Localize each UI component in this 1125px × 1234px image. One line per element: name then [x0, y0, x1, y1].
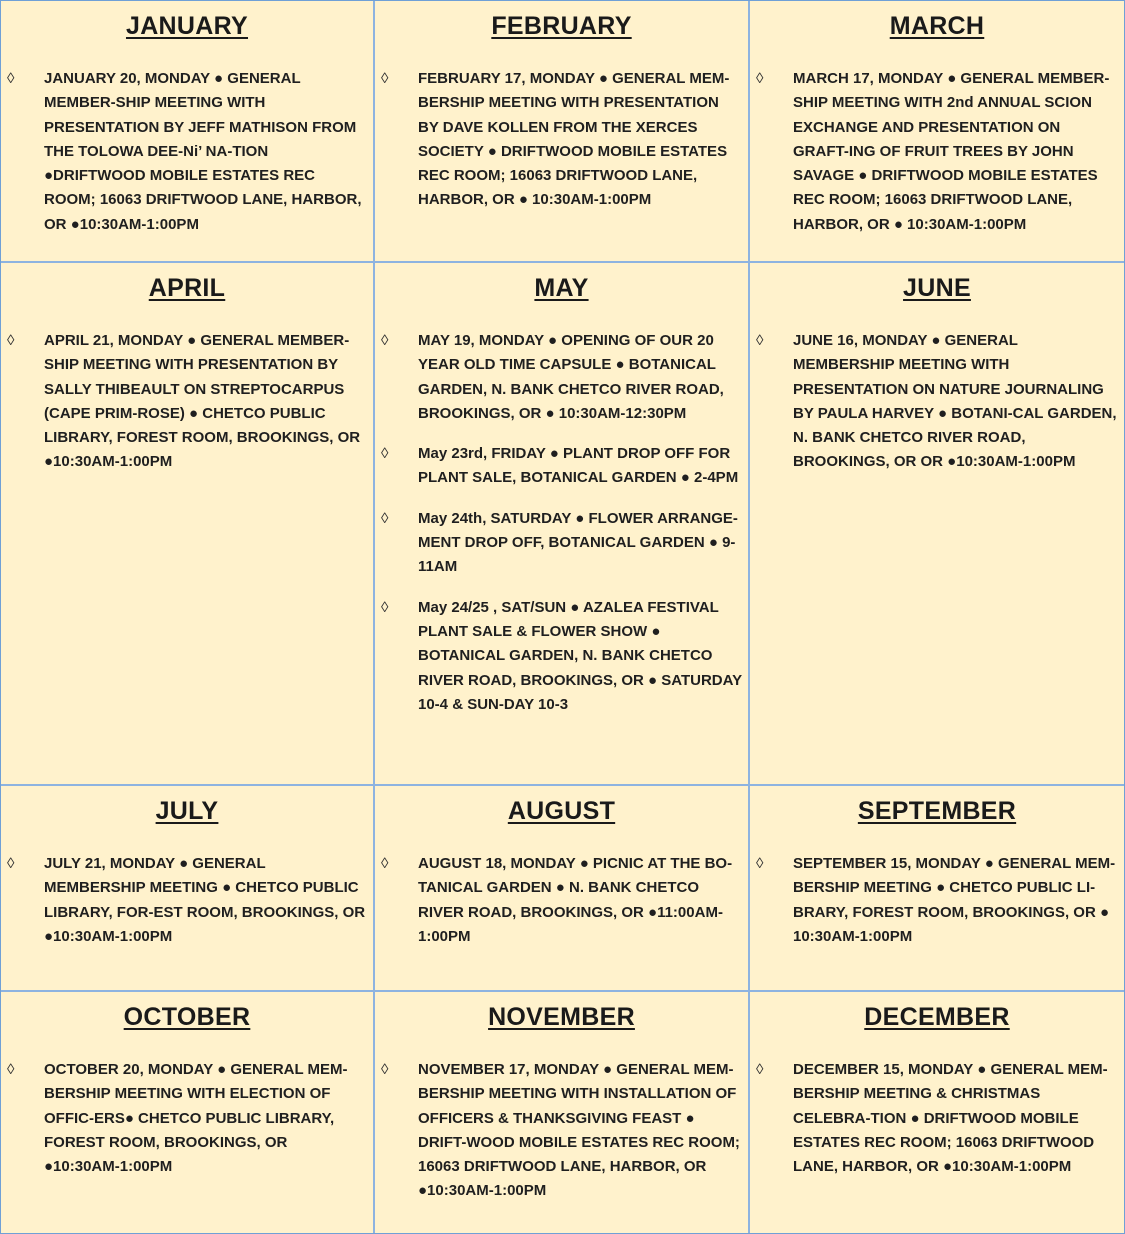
event-item — [375, 1058, 748, 1204]
month-cell-may — [375, 263, 750, 786]
diamond-bullet-icon: ◊ — [756, 1061, 764, 1078]
month-title: MAY — [534, 274, 589, 302]
event-item — [1, 1058, 373, 1179]
month-cell-july — [1, 786, 375, 992]
diamond-bullet-icon: ◊ — [7, 332, 15, 349]
month-title: DECEMBER — [864, 1003, 1010, 1031]
event-list — [1, 1058, 373, 1179]
event-text: OCTOBER 20, MONDAY ● GENERAL MEM-BERSHIP MEETING WITH ELECTION OF OFFIC-ERS● CHETCO PUBLIC LIBRARY, FOREST ROOM, BROOKINGS, OR ●10:30AM-1:00PM — [44, 1061, 348, 1176]
diamond-bullet-icon: ◊ — [381, 509, 389, 527]
event-text: JUNE 16, MONDAY ● GENERAL MEMBERSHIP MEETING WITH PRESENTATION ON NATURE JOURNALING BY PAULA HARVEY ● BOTANI-CAL GARDEN, N. BANK CHETCO RIVER ROAD, BROOKINGS, OR OR ●10:30AM-1:00PM — [793, 332, 1117, 471]
event-item — [1, 852, 373, 949]
event-item — [750, 329, 1124, 475]
event-text: AUGUST 18, MONDAY ● PICNIC AT THE BO-TANICAL GARDEN ● N. BANK CHETCO RIVER ROAD, BROOKINGS, OR ●11:00AM-1:00PM — [418, 855, 733, 945]
month-title: MARCH — [889, 12, 985, 40]
event-text: JANUARY 20, MONDAY ● GENERAL MEMBER-SHIP MEETING WITH PRESENTATION BY JEFF MATHISON FROM THE TOLOWA DEE-Ni’ NA-TION ●DRIFTWOOD MOBILE ESTATES REC ROOM; 16063 DRIFTWOOD LANE, HARBOR, OR ●10:30AM-1:00PM — [44, 70, 362, 233]
event-list — [1, 329, 373, 475]
event-item — [1, 67, 373, 237]
event-list — [1, 852, 373, 949]
event-item — [750, 67, 1124, 237]
event-item — [375, 507, 748, 580]
event-text: May 24/25 , SAT/SUN ● AZALEA FESTIVAL PLANT SALE & FLOWER SHOW ● BOTANICAL GARDEN, N. BANK CHETCO RIVER ROAD, BROOKINGS, OR ● SATURDAY 10-4 & SUN-DAY 10-3 — [418, 598, 742, 713]
diamond-bullet-icon: ◊ — [756, 70, 764, 87]
event-text: May 23rd, FRIDAY ● PLANT DROP OFF FOR PLANT SALE, BOTANICAL GARDEN ● 2-4PM — [418, 445, 739, 487]
event-item — [375, 596, 748, 717]
event-item — [375, 67, 748, 213]
month-title: NOVEMBER — [488, 1003, 635, 1031]
month-cell-december — [750, 992, 1124, 1233]
event-list — [375, 852, 748, 949]
event-list — [375, 329, 748, 717]
diamond-bullet-icon: ◊ — [381, 445, 389, 463]
event-text: DECEMBER 15, MONDAY ● GENERAL MEM-BERSHIP MEETING & CHRISTMAS CELEBRA-TION ● DRIFTWOOD MOBILE ESTATES REC ROOM; 16063 DRIFTWOOD LANE, HARBOR, OR ●10:30AM-1:00PM — [793, 1061, 1108, 1176]
event-list — [750, 329, 1124, 475]
month-title: JANUARY — [125, 12, 249, 40]
diamond-bullet-icon: ◊ — [7, 70, 15, 87]
month-cell-march — [750, 1, 1124, 263]
event-item — [750, 852, 1124, 949]
event-text: SEPTEMBER 15, MONDAY ● GENERAL MEM-BERSHIP MEETING ● CHETCO PUBLIC LI-BRARY, FOREST ROOM, BROOKINGS, OR ● 10:30AM-1:00PM — [793, 855, 1116, 945]
diamond-bullet-icon: ◊ — [381, 332, 389, 349]
event-item — [1, 329, 373, 475]
month-title: JUNE — [903, 274, 971, 302]
month-cell-august — [375, 786, 750, 992]
month-cell-june — [750, 263, 1124, 786]
diamond-bullet-icon: ◊ — [381, 1061, 389, 1078]
event-text: May 24th, SATURDAY ● FLOWER ARRANGE-MENT DROP OFF, BOTANICAL GARDEN ● 9-11AM — [418, 509, 738, 576]
event-list — [750, 67, 1124, 237]
diamond-bullet-icon: ◊ — [756, 332, 764, 349]
month-cell-october — [1, 992, 375, 1233]
event-text: NOVEMBER 17, MONDAY ● GENERAL MEM-BERSHIP MEETING WITH INSTALLATION OF OFFICERS & THANKSGIVING FEAST ● DRIFT-WOOD MOBILE ESTATES REC ROOM; 16063 DRIFTWOOD LANE, HARBOR, OR ●10:30AM-1:00PM — [418, 1061, 740, 1200]
month-cell-february — [375, 1, 750, 263]
month-cell-november — [375, 992, 750, 1233]
event-list — [750, 852, 1124, 949]
event-text: APRIL 21, MONDAY ● GENERAL MEMBER-SHIP MEETING WITH PRESENTATION BY SALLY THIBEAULT ON STREPTOCARPUS (CAPE PRIM-ROSE) ● CHETCO PUBLIC LIBRARY, FOREST ROOM, BROOKINGS, OR ●10:30AM-1:00PM — [44, 332, 361, 471]
event-list — [375, 1058, 748, 1204]
event-text: JULY 21, MONDAY ● GENERAL MEMBERSHIP MEETING ● CHETCO PUBLIC LIBRARY, FOR-EST ROOM, BROOKINGS, OR ●10:30AM-1:00PM — [44, 855, 366, 945]
diamond-bullet-icon: ◊ — [756, 855, 764, 872]
month-title: AUGUST — [507, 797, 616, 825]
event-text: FEBRUARY 17, MONDAY ● GENERAL MEM-BERSHIP MEETING WITH PRESENTATION BY DAVE KOLLEN FROM THE XERCES SOCIETY ● DRIFTWOOD MOBILE ESTATES REC ROOM; 16063 DRIFTWOOD LANE, HARBOR, OR ● 10:30AM-1:00PM — [418, 70, 730, 209]
month-cell-september — [750, 786, 1124, 992]
month-title: OCTOBER — [123, 1003, 251, 1031]
diamond-bullet-icon: ◊ — [7, 855, 15, 872]
event-list — [375, 67, 748, 213]
diamond-bullet-icon: ◊ — [7, 1061, 15, 1078]
diamond-bullet-icon: ◊ — [381, 598, 389, 616]
event-item — [375, 442, 748, 491]
diamond-bullet-icon: ◊ — [381, 855, 389, 872]
event-item — [750, 1058, 1124, 1179]
month-title: APRIL — [148, 274, 226, 302]
event-list — [750, 1058, 1124, 1179]
month-title: JULY — [155, 797, 219, 825]
event-text: MARCH 17, MONDAY ● GENERAL MEMBER-SHIP MEETING WITH 2nd ANNUAL SCION EXCHANGE AND PRESENTATION ON GRAFT-ING OF FRUIT TREES BY JOHN SAVAGE ● DRIFTWOOD MOBILE ESTATES REC ROOM; 16063 DRIFTWOOD LANE, HARBOR, OR ● 10:30AM-1:00PM — [793, 70, 1110, 233]
event-list — [1, 67, 373, 237]
diamond-bullet-icon: ◊ — [381, 70, 389, 87]
event-text: MAY 19, MONDAY ● OPENING OF OUR 20 YEAR OLD TIME CAPSULE ● BOTANICAL GARDEN, N. BANK CHETCO RIVER ROAD, BROOKINGS, OR ● 10:30AM-12:30PM — [418, 332, 724, 422]
month-title: FEBRUARY — [491, 12, 632, 40]
month-title: SEPTEMBER — [857, 797, 1017, 825]
event-item — [375, 852, 748, 949]
event-item — [375, 329, 748, 426]
month-cell-january — [1, 1, 375, 263]
month-cell-april — [1, 263, 375, 786]
